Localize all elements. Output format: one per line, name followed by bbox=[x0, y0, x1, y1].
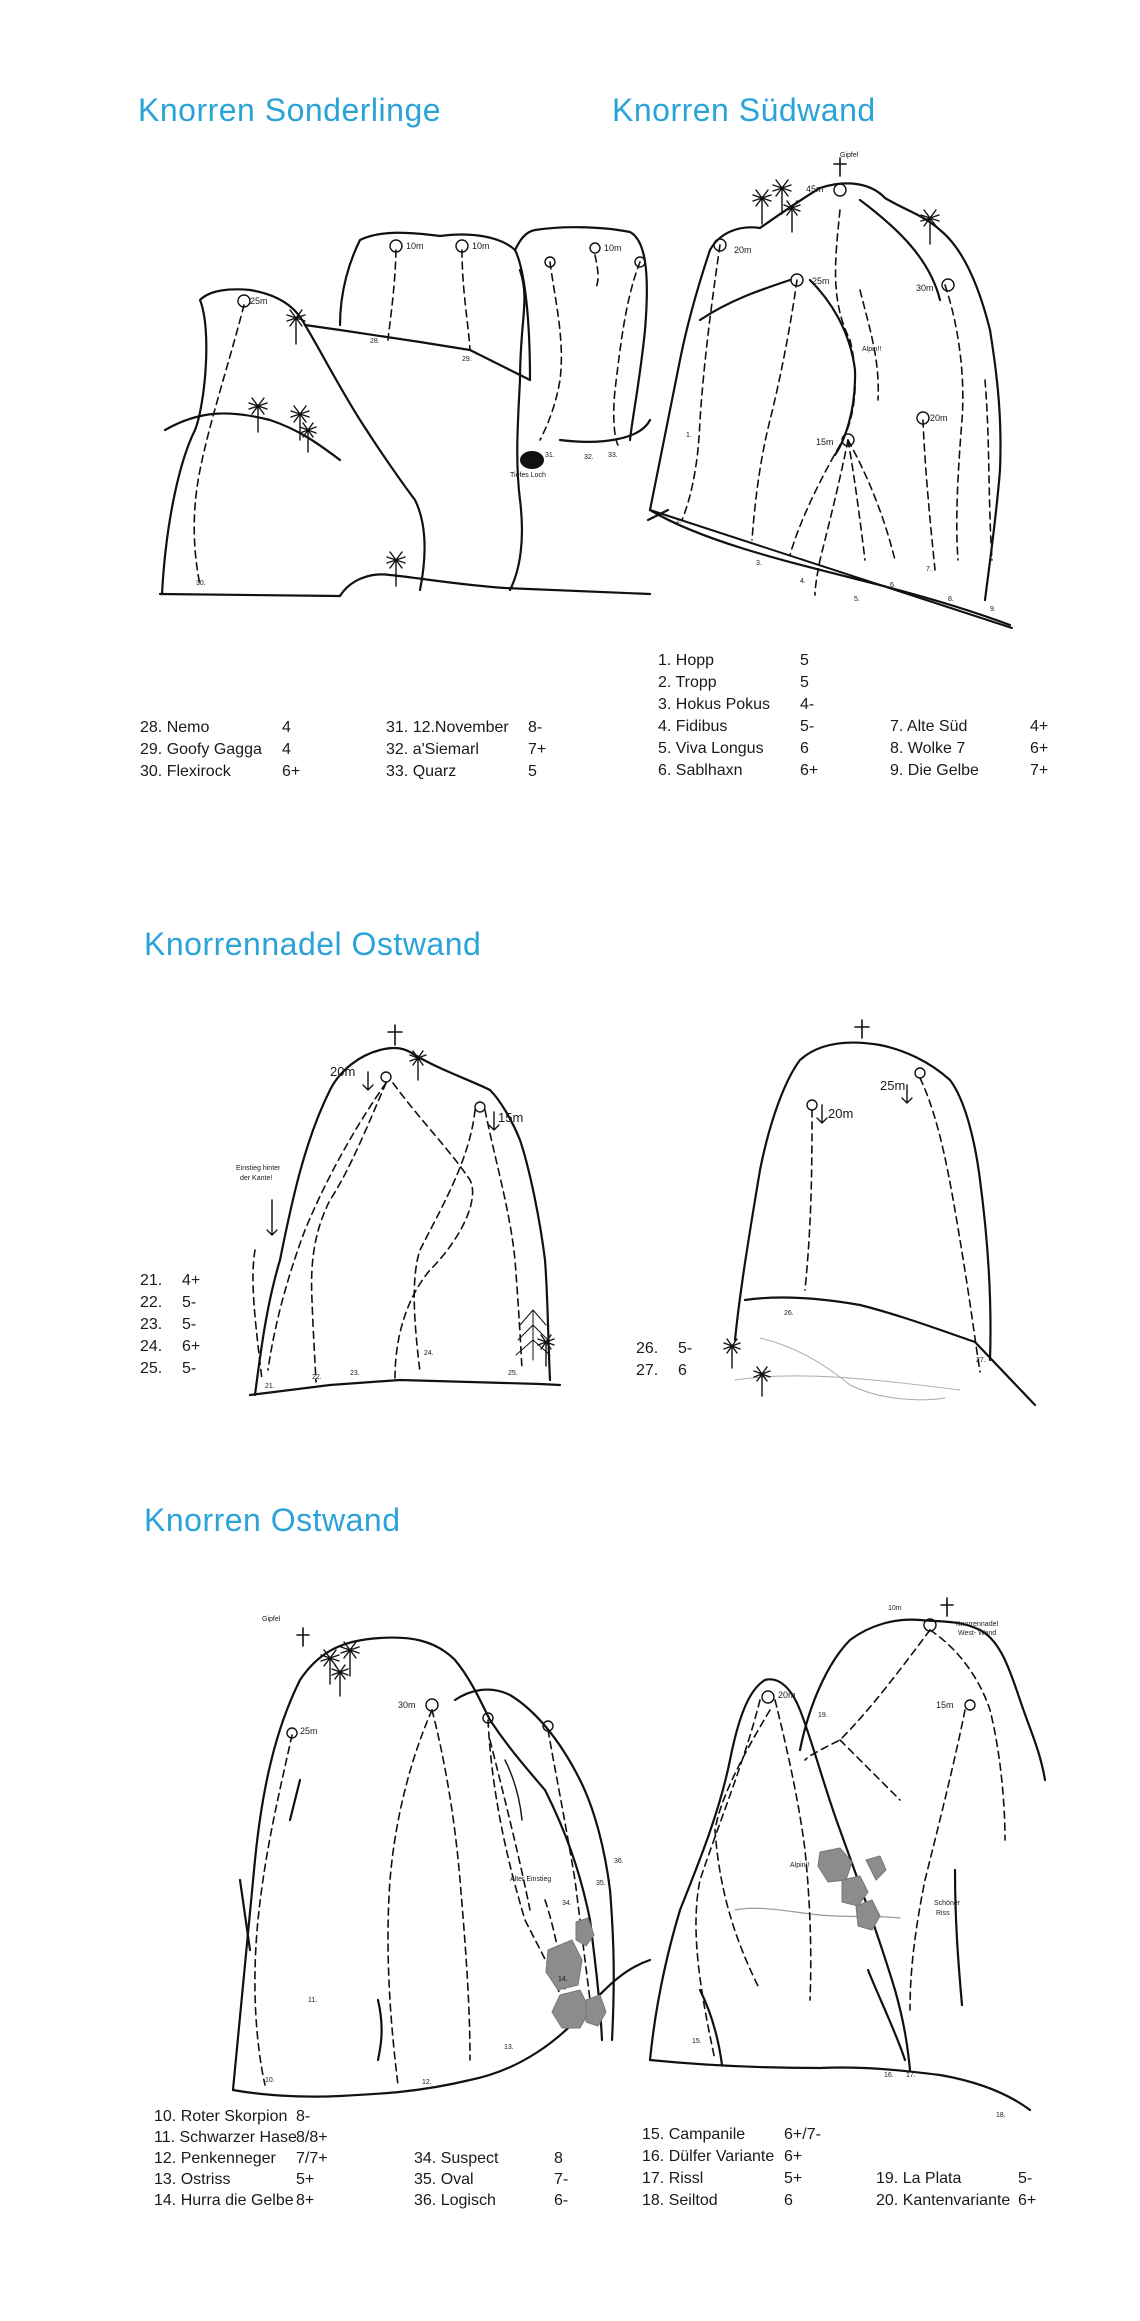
schoener-riss-label: Riss bbox=[936, 1910, 950, 1917]
route-number: 27. bbox=[976, 1357, 986, 1364]
route-grade: 5- bbox=[678, 1340, 693, 1357]
legend-ostwand-d bbox=[876, 2168, 1036, 2212]
route-number: 12. bbox=[422, 2079, 432, 2086]
route-grade: 4+ bbox=[182, 1272, 201, 1289]
route-number: 10. bbox=[265, 2077, 275, 2084]
length-label: 15m bbox=[936, 1700, 954, 1710]
legend-sonderlinge-col1 bbox=[140, 717, 300, 783]
legend-row bbox=[386, 717, 546, 739]
legend-row bbox=[140, 1314, 200, 1336]
legend-row bbox=[658, 738, 818, 760]
legend-row bbox=[414, 2148, 568, 2169]
route-grade: 5 bbox=[528, 763, 537, 780]
route-grade: 7/7+ bbox=[296, 2150, 328, 2167]
route-name: 34. Suspect bbox=[414, 2150, 499, 2167]
route-grade: 5- bbox=[1018, 2170, 1033, 2187]
route-grade: 5- bbox=[182, 1316, 197, 1333]
length-label: 30m bbox=[398, 1700, 416, 1710]
section-title-sonderlinge: Knorren Sonderlinge bbox=[138, 92, 442, 128]
route-name: 7. Alte Süd bbox=[890, 718, 968, 735]
legend-row bbox=[876, 2168, 1036, 2190]
route-number: 9. bbox=[990, 606, 996, 613]
legend-row bbox=[386, 739, 546, 761]
route-number: 23. bbox=[350, 1370, 360, 1377]
route-grade: 6+ bbox=[182, 1338, 201, 1355]
legend-row bbox=[140, 1336, 200, 1358]
section-title-nadel-ostwand: Knorrennadel Ostwand bbox=[144, 926, 482, 962]
route-grade: 4- bbox=[800, 696, 815, 713]
legend-nadel-left bbox=[140, 1270, 200, 1380]
legend-row bbox=[140, 739, 300, 761]
route-name: 5. Viva Longus bbox=[658, 740, 764, 757]
route-number: 15. bbox=[692, 2038, 702, 2045]
route-number: 2. bbox=[676, 518, 682, 525]
legend-row bbox=[658, 672, 818, 694]
length-label: 20m bbox=[778, 1690, 796, 1700]
legend-row bbox=[658, 716, 818, 738]
route-grade: 4+ bbox=[1030, 718, 1049, 735]
section-title-ostwand: Knorren Ostwand bbox=[144, 1502, 401, 1538]
knorrennadel-westwand-label: Knorrennadel bbox=[956, 1621, 999, 1628]
sonderlinge-rocks bbox=[160, 227, 668, 596]
route-number: 16. bbox=[884, 2072, 894, 2079]
sonderlinge-anchors bbox=[238, 240, 645, 307]
route-grade: 5 bbox=[800, 652, 809, 669]
route-name: 2. Tropp bbox=[658, 674, 717, 691]
route-grade: 5- bbox=[182, 1360, 197, 1377]
knorrennadel-westwand-label: West- Wand bbox=[958, 1630, 997, 1637]
length-label: 25m bbox=[300, 1726, 318, 1736]
legend-row bbox=[154, 2148, 328, 2169]
route-number: 11. bbox=[308, 1997, 318, 2004]
route-grade: 8 bbox=[554, 2150, 563, 2167]
route-name: 13. Ostriss bbox=[154, 2171, 231, 2188]
route-name: 11. Schwarzer Hase bbox=[154, 2129, 297, 2146]
route-grade: 7+ bbox=[1030, 762, 1049, 779]
route-name: 19. La Plata bbox=[876, 2170, 962, 2187]
suedwand-routes bbox=[682, 210, 992, 595]
length-label: 20m bbox=[330, 1064, 356, 1079]
route-number: 34. bbox=[562, 1900, 572, 1907]
length-label: 25m bbox=[812, 276, 830, 286]
route-name: 32. a'Siemarl bbox=[386, 741, 479, 758]
route-name: 3. Hokus Pokus bbox=[658, 696, 771, 713]
route-grade: 5 bbox=[800, 674, 809, 691]
route-name: 18. Seiltod bbox=[642, 2192, 718, 2209]
legend-row bbox=[154, 2190, 328, 2211]
legend-row bbox=[636, 1338, 692, 1360]
legend-row bbox=[876, 2190, 1036, 2212]
route-number: 29. bbox=[462, 356, 472, 363]
route-number: 19. bbox=[818, 1712, 828, 1719]
route-name: 15. Campanile bbox=[642, 2126, 746, 2143]
route-grade: 8/8+ bbox=[296, 2129, 328, 2146]
section-title-suedwand: Knorren Südwand bbox=[612, 92, 876, 128]
alpin-label: Alpin!! bbox=[862, 346, 882, 353]
length-label: 15m bbox=[816, 437, 834, 447]
ostwand-left-rocks bbox=[233, 1628, 650, 2097]
legend-row bbox=[140, 1292, 200, 1314]
einstieg-hinter-kante-label: der Kante! bbox=[240, 1175, 273, 1182]
legend-row bbox=[154, 2169, 328, 2190]
route-name: 1. Hopp bbox=[658, 652, 715, 669]
route-name: 21. bbox=[140, 1272, 163, 1289]
route-name: 30. Flexirock bbox=[140, 763, 231, 780]
route-name: 31. 12.November bbox=[386, 719, 509, 736]
route-grade: 7- bbox=[554, 2171, 569, 2188]
route-name: 24. bbox=[140, 1338, 163, 1355]
route-grade: 6+ bbox=[800, 762, 819, 779]
route-grade: 6+ bbox=[784, 2148, 803, 2165]
route-name: 4. Fidibus bbox=[658, 718, 728, 735]
route-grade: 5- bbox=[182, 1294, 197, 1311]
length-label: 10m bbox=[406, 241, 424, 251]
gipfel-label: Gipfel bbox=[840, 152, 859, 159]
route-number: 35. bbox=[596, 1880, 606, 1887]
length-label: 20m bbox=[734, 245, 752, 255]
route-grade: 8- bbox=[528, 719, 543, 736]
legend-row bbox=[658, 694, 818, 716]
nadel-left-routes bbox=[253, 1083, 522, 1382]
legend-row bbox=[658, 760, 818, 782]
legend-sonderlinge-col2 bbox=[386, 717, 546, 783]
route-name: 35. Oval bbox=[414, 2171, 474, 2188]
legend-row bbox=[154, 2127, 328, 2148]
route-number: 30. bbox=[196, 580, 206, 587]
route-name: 23. bbox=[140, 1316, 163, 1333]
route-number: 28. bbox=[370, 338, 380, 345]
schoener-riss-label: Schöner bbox=[934, 1900, 961, 1907]
route-number: 4. bbox=[800, 578, 806, 585]
ostwand-right-routes bbox=[696, 1630, 1005, 2060]
route-grade: 5- bbox=[800, 718, 815, 735]
length-label: 15m bbox=[498, 1110, 524, 1125]
route-name: 8. Wolke 7 bbox=[890, 740, 966, 757]
route-grade: 7+ bbox=[528, 741, 547, 758]
legend-row bbox=[140, 717, 300, 739]
legend-row bbox=[414, 2169, 568, 2190]
length-label: 20m bbox=[828, 1106, 854, 1121]
route-name: 16. Dülfer Variante bbox=[642, 2148, 775, 2165]
route-name: 10. Roter Skorpion bbox=[154, 2108, 288, 2125]
legend-row bbox=[658, 650, 818, 672]
route-grade: 6+/7- bbox=[784, 2126, 821, 2143]
route-grade: 6 bbox=[784, 2192, 793, 2209]
route-grade: 5+ bbox=[784, 2170, 803, 2187]
route-number: 7. bbox=[926, 566, 932, 573]
route-grade: 4 bbox=[282, 719, 291, 736]
legend-row bbox=[890, 738, 1048, 760]
route-name: 14. Hurra die Gelbe bbox=[154, 2192, 294, 2209]
legend-row bbox=[140, 1270, 200, 1292]
length-label: 25m bbox=[250, 296, 268, 306]
length-label: 10m bbox=[604, 243, 622, 253]
legend-row bbox=[154, 2106, 328, 2127]
route-number: 3. bbox=[756, 560, 762, 567]
legend-ostwand-a bbox=[154, 2106, 328, 2211]
ostwand-left-routes bbox=[255, 1710, 590, 2085]
route-grade: 6 bbox=[678, 1362, 687, 1379]
suedwand-rocks bbox=[650, 183, 1010, 625]
legend-suedwand-col2 bbox=[890, 716, 1048, 782]
route-name: 12. Penkenneger bbox=[154, 2150, 276, 2167]
route-number: 31. bbox=[545, 452, 555, 459]
route-number: 17. bbox=[906, 2072, 916, 2079]
legend-ostwand-c bbox=[642, 2124, 821, 2212]
length-label: 45m bbox=[806, 184, 824, 194]
route-grade: 6 bbox=[800, 740, 809, 757]
legend-suedwand-col1 bbox=[658, 650, 818, 782]
route-grade: 6+ bbox=[282, 763, 301, 780]
legend-row bbox=[140, 761, 300, 783]
legend-row bbox=[140, 1358, 200, 1380]
tiefes-loch-label: Tiefes Loch bbox=[510, 472, 546, 479]
legend-row bbox=[414, 2190, 568, 2211]
legend-row bbox=[642, 2146, 821, 2168]
route-name: 20. Kantenvariante bbox=[876, 2192, 1011, 2209]
route-grade: 5+ bbox=[296, 2171, 315, 2188]
route-number: 22. bbox=[312, 1374, 322, 1381]
length-label: 10m bbox=[472, 241, 490, 251]
legend-row bbox=[386, 761, 546, 783]
route-name: 36. Logisch bbox=[414, 2192, 496, 2209]
route-grade: 8+ bbox=[296, 2192, 315, 2209]
length-label: 30m bbox=[916, 283, 934, 293]
route-number: 25. bbox=[508, 1370, 518, 1377]
route-number: 5. bbox=[854, 596, 860, 603]
route-name: 27. bbox=[636, 1362, 659, 1379]
route-number: 6. bbox=[890, 582, 896, 589]
route-number: 18. bbox=[996, 2112, 1006, 2119]
route-grade: 6- bbox=[554, 2192, 569, 2209]
length-label: 20m bbox=[930, 413, 948, 423]
route-grade: 8- bbox=[296, 2108, 311, 2125]
route-name: 28. Nemo bbox=[140, 719, 210, 736]
route-grade: 6+ bbox=[1018, 2192, 1037, 2209]
nadel-left-rocks bbox=[250, 1025, 560, 1395]
route-number: 33. bbox=[608, 452, 618, 459]
route-name: 6. Sablhaxn bbox=[658, 762, 743, 779]
alter-einstieg-label: Alter Einstieg bbox=[510, 1876, 552, 1883]
route-number: 21. bbox=[265, 1383, 275, 1390]
route-number: 36. bbox=[614, 1858, 624, 1865]
gipfel-label: Gipfel bbox=[262, 1616, 281, 1623]
route-number: 1. bbox=[686, 432, 692, 439]
legend-row bbox=[636, 1360, 692, 1382]
alpin-label: Alpin!! bbox=[790, 1862, 810, 1869]
route-number: 26. bbox=[784, 1310, 794, 1317]
legend-row bbox=[642, 2190, 821, 2212]
route-name: 29. Goofy Gagga bbox=[140, 741, 262, 758]
route-number: 8. bbox=[948, 596, 954, 603]
route-name: 22. bbox=[140, 1294, 163, 1311]
legend-ostwand-b bbox=[414, 2148, 568, 2211]
route-grade: 4 bbox=[282, 741, 291, 758]
route-number: 24. bbox=[424, 1350, 434, 1357]
legend-row bbox=[642, 2124, 821, 2146]
route-name: 26. bbox=[636, 1340, 659, 1357]
tiefes-loch-marker bbox=[520, 451, 544, 469]
route-name: 25. bbox=[140, 1360, 163, 1377]
length-label: 10m bbox=[888, 1605, 902, 1612]
route-number: 32. bbox=[584, 454, 594, 461]
route-number: 14. bbox=[558, 1976, 568, 1983]
route-name: 33. Quarz bbox=[386, 763, 457, 780]
route-name: 17. Rissl bbox=[642, 2170, 704, 2187]
nadel-right-routes bbox=[805, 1078, 980, 1372]
route-name: 9. Die Gelbe bbox=[890, 762, 979, 779]
route-grade: 6+ bbox=[1030, 740, 1049, 757]
legend-row bbox=[890, 760, 1048, 782]
legend-nadel-right bbox=[636, 1338, 692, 1382]
legend-row bbox=[890, 716, 1048, 738]
route-number: 13. bbox=[504, 2044, 514, 2051]
legend-row bbox=[642, 2168, 821, 2190]
length-label: 25m bbox=[880, 1078, 906, 1093]
einstieg-hinter-kante-label: Einstieg hinter bbox=[236, 1165, 281, 1172]
